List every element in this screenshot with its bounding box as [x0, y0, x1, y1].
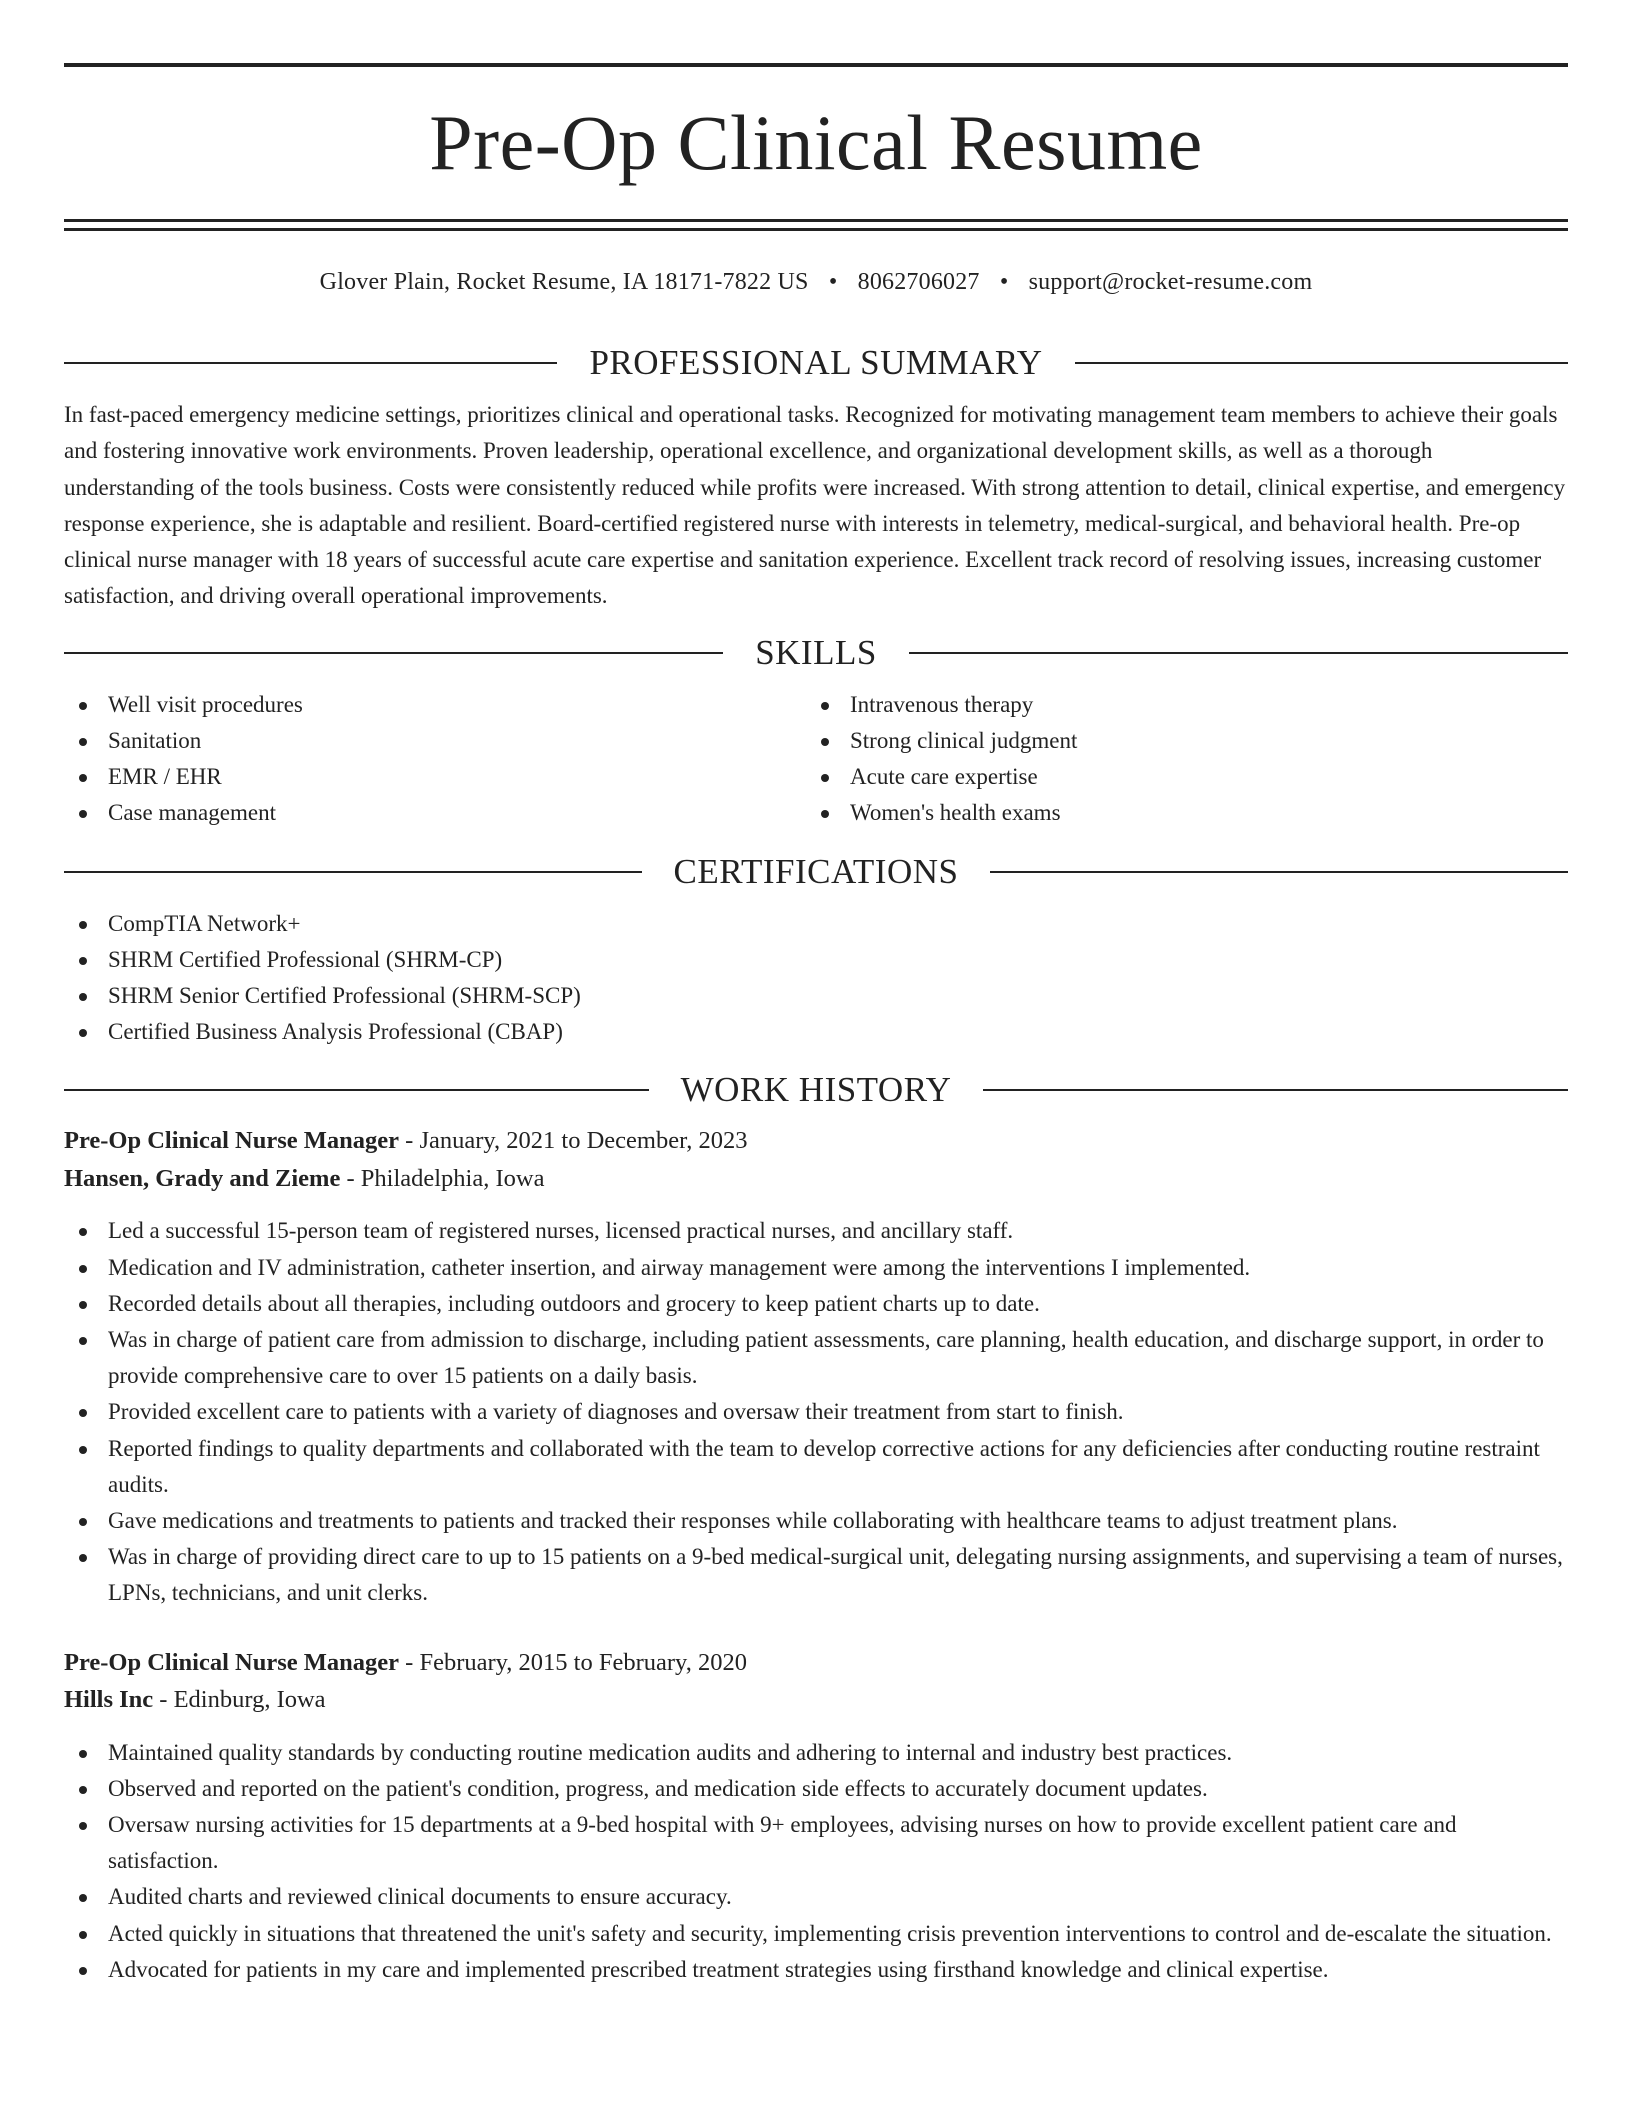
summary-text: In fast-paced emergency medicine settings, prioritizes clinical and operational tasks. Recognized for motivating management team members to achieve their goals and fostering innovative work environments. Proven leadership, operational excellence, and organizational development skills, as well as a thorough understanding of the tools business. Costs were consistently reduced while profits were increased. With strong attention to detail, clinical expertise, and emergency response experience, she is adaptable and resilient. Board-certified registered nurse with interests in telemetry, medical-surgical, and behavioral health. Pre-op clinical nurse manager with 18 years of successful acute care expertise and sanitation experience. Excellent track record of resolving issues, increasing customer satisfaction, and driving overall operational improvements.: [64, 402, 1566, 609]
skills-column-right: [806, 687, 1548, 832]
job-entry: [64, 1122, 1568, 1611]
contact-address: Glover Plain, Rocket Resume, IA 18171-7822 US: [319, 269, 809, 295]
list-item: Women's health exams: [806, 795, 1548, 831]
contact-separator: •: [828, 269, 838, 295]
list-item: SHRM Senior Certified Professional (SHRM-SCP): [64, 978, 1568, 1014]
contact-phone: 8062706027: [857, 269, 980, 295]
job-bullets: [64, 1213, 1568, 1611]
job-title-line: Pre-Op Clinical Nurse Manager - January, 2021 to December, 2023: [64, 1127, 748, 1155]
list-item: Audited charts and reviewed clinical documents to ensure accuracy.: [64, 1879, 1568, 1915]
section-title: CERTIFICATIONS: [673, 851, 959, 891]
job-title-line: Pre-Op Clinical Nurse Manager - February, 2015 to February, 2020: [64, 1648, 747, 1676]
list-item: Observed and reported on the patient's condition, progress, and medication side effects to accurately document updates.: [64, 1771, 1568, 1807]
list-item: SHRM Certified Professional (SHRM-CP): [64, 942, 1568, 978]
skills-column-left: [64, 687, 806, 832]
contact-email: support@rocket-resume.com: [1028, 269, 1313, 295]
job-company: Hansen, Grady and Zieme: [64, 1164, 341, 1192]
job-location: Edinburg, Iowa: [173, 1686, 326, 1714]
job-company: Hills Inc: [64, 1686, 154, 1714]
list-item: Sanitation: [64, 723, 806, 759]
section-rule: [983, 1089, 1568, 1091]
resume-page: [64, 0, 1568, 1988]
list-item: Recorded details about all therapies, including outdoors and grocery to keep patient charts up to date.: [64, 1286, 1568, 1322]
title-double-rule: [64, 219, 1568, 231]
section-header-work-history: [64, 1068, 1568, 1112]
list-item: Medication and IV administration, catheter insertion, and airway management were among the interventions I implemented.: [64, 1250, 1568, 1286]
section-title: WORK HISTORY: [680, 1070, 952, 1110]
section-header-skills: [64, 631, 1568, 675]
section-rule: [990, 871, 1568, 873]
list-item: Was in charge of patient care from admission to discharge, including patient assessments, care planning, health education, and discharge support, in order to provide comprehensive care to over 15 patients on a daily basis.: [64, 1322, 1568, 1394]
section-rule: [64, 1089, 649, 1091]
section-rule: [64, 652, 723, 654]
job-company-line: Hansen, Grady and Zieme - Philadelphia, Iowa: [64, 1164, 545, 1192]
list-item: EMR / EHR: [64, 759, 806, 795]
contact-line: [64, 267, 1568, 297]
job-bullets: [64, 1735, 1568, 1988]
job-title: Pre-Op Clinical Nurse Manager: [64, 1127, 400, 1155]
list-item: Gave medications and treatments to patients and tracked their responses while collaborating with healthcare teams to adjust treatment plans.: [64, 1503, 1568, 1539]
job-dates: February, 2015 to February, 2020: [419, 1648, 747, 1676]
list-item: Well visit procedures: [64, 687, 806, 723]
list-item: Oversaw nursing activities for 15 departments at a 9-bed hospital with 9+ employees, advising nurses on how to provide excellent patient care and satisfaction.: [64, 1807, 1568, 1879]
list-item: Intravenous therapy: [806, 687, 1548, 723]
list-item: Advocated for patients in my care and implemented prescribed treatment strategies using firsthand knowledge and clinical expertise.: [64, 1952, 1568, 1988]
section-rule: [64, 871, 642, 873]
section-rule: [64, 362, 557, 364]
resume-title: Pre-Op Clinical Resume: [429, 99, 1203, 186]
section-rule: [909, 652, 1568, 654]
list-item: Certified Business Analysis Professional (CBAP): [64, 1014, 1568, 1050]
contact-separator: •: [999, 269, 1009, 295]
job-dates: January, 2021 to December, 2023: [419, 1127, 748, 1155]
list-item: Reported findings to quality departments and collaborated with the team to develop corrective actions for any deficiencies after conducting routine restraint audits.: [64, 1431, 1568, 1503]
list-item: Provided excellent care to patients with a variety of diagnoses and oversaw their treatment from start to finish.: [64, 1394, 1568, 1430]
job-entry: [64, 1644, 1568, 1988]
list-item: Acute care expertise: [806, 759, 1548, 795]
section-rule: [1075, 362, 1568, 364]
section-title: SKILLS: [755, 632, 877, 672]
job-location: Philadelphia, Iowa: [360, 1164, 545, 1192]
top-rule: [64, 63, 1568, 67]
job-company-line: Hills Inc - Edinburg, Iowa: [64, 1686, 326, 1714]
certifications-list: [64, 906, 1568, 1051]
list-item: Strong clinical judgment: [806, 723, 1548, 759]
list-item: Case management: [64, 795, 806, 831]
section-title: PROFESSIONAL SUMMARY: [589, 343, 1043, 382]
skills-list: [64, 687, 1568, 832]
list-item: Led a successful 15-person team of registered nurses, licensed practical nurses, and ancillary staff.: [64, 1213, 1568, 1249]
job-title: Pre-Op Clinical Nurse Manager: [64, 1648, 400, 1676]
list-item: CompTIA Network+: [64, 906, 1568, 942]
section-header-summary: [64, 341, 1568, 385]
section-header-certifications: [64, 850, 1568, 894]
list-item: Was in charge of providing direct care to up to 15 patients on a 9-bed medical-surgical unit, delegating nursing assignments, and supervising a team of nurses, LPNs, technicians, and unit clerks.: [64, 1539, 1568, 1611]
list-item: Maintained quality standards by conducting routine medication audits and adhering to internal and industry best practices.: [64, 1735, 1568, 1771]
list-item: Acted quickly in situations that threatened the unit's safety and security, implementing crisis prevention interventions to control and de-escalate the situation.: [64, 1916, 1568, 1952]
